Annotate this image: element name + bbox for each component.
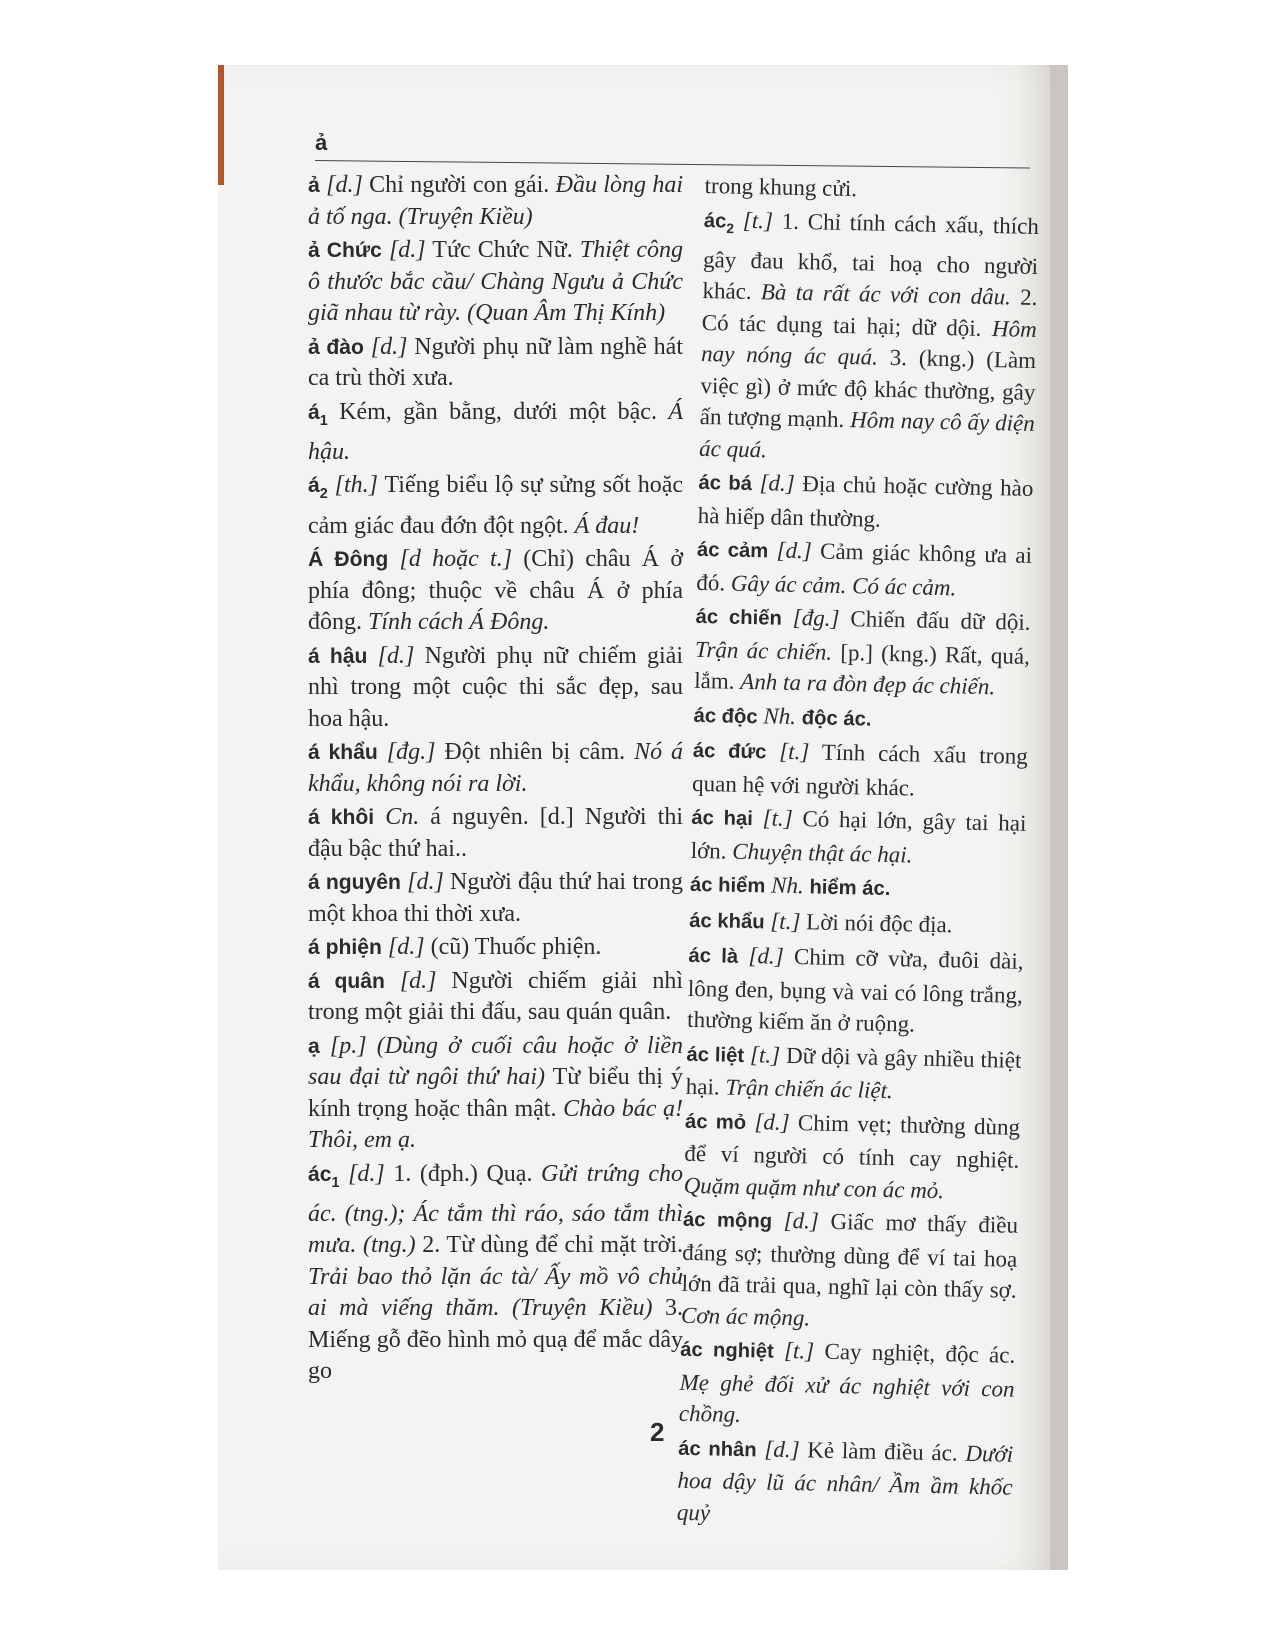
entry-example: Dưới hoa dậy lũ ác nhân/ Ầm ầm khốc quỷ bbox=[676, 1440, 1014, 1525]
entry-definition: Dữ dội và gây nhiều thiệt hại. bbox=[685, 1042, 1022, 1100]
entry-homonym-number: 1 bbox=[319, 412, 328, 429]
entry-definition: 3. (kng.) (Làm việc gì) ở mức độ khác thường, gây ấn tượng mạnh. bbox=[699, 344, 1037, 433]
entry-headword: ác chiến bbox=[695, 605, 783, 630]
entry-definition: Người phụ nữ làm nghề hát ca trù thời xưa. bbox=[308, 333, 683, 391]
entry-headword: Á Đông bbox=[308, 548, 389, 572]
dictionary-entry bbox=[308, 170, 683, 233]
entry-headword: á phiện bbox=[308, 936, 382, 960]
entry-headword: á hậu bbox=[308, 644, 368, 668]
entry-cross-reference: hiểm ác. bbox=[809, 876, 891, 901]
entry-grammar-label: [d.] bbox=[759, 470, 796, 497]
entry-headword: ác bá bbox=[698, 472, 753, 496]
dictionary-entry bbox=[681, 1203, 1019, 1338]
dictionary-entry bbox=[308, 737, 683, 800]
entry-grammar-label: [d.] bbox=[754, 1108, 790, 1135]
entry-definition: 1. Chỉ tính cách xấu, thích gây đau khổ, tai hoạ cho người khác. bbox=[702, 207, 1040, 305]
entry-headword: á bbox=[308, 400, 320, 424]
entry-headword: ác mộng bbox=[682, 1208, 773, 1233]
entry-headword: ả đào bbox=[308, 335, 364, 359]
entry-grammar-label: Cn. bbox=[385, 804, 420, 831]
entry-grammar-label: [d.] bbox=[407, 869, 444, 896]
entry-homonym-number: 1 bbox=[331, 1174, 340, 1191]
dictionary-entry bbox=[699, 203, 1039, 471]
entry-definition: Đột nhiên bị câm. bbox=[435, 739, 635, 766]
entry-grammar-label: [đg.] bbox=[792, 605, 840, 632]
entry-definition: Kẻ làm điều ác. bbox=[799, 1436, 966, 1466]
entry-grammar-label: [t.] bbox=[783, 1338, 815, 1364]
entry-headword: á quân bbox=[308, 969, 385, 993]
entry-definition: trong khung cửi. bbox=[704, 172, 858, 202]
dictionary-entry bbox=[308, 802, 683, 865]
entry-grammar-label: [d.] bbox=[326, 172, 363, 198]
dictionary-entry bbox=[679, 1333, 1016, 1436]
entry-example: Hôm nay cô ấy diện ác quá. bbox=[698, 407, 1036, 462]
entry-headword: ác mỏ bbox=[684, 1110, 747, 1134]
dictionary-entry bbox=[677, 1431, 1014, 1534]
entry-definition: Từ biểu thị ý kính trọng hoặc thân mật. bbox=[308, 1064, 684, 1122]
entry-definition: 3. Miếng gỗ đẽo hình mỏ quạ để mắc dây go bbox=[308, 1295, 684, 1385]
entry-example: Nó á khẩu, không nói ra lời. bbox=[308, 739, 684, 797]
entry-definition: Tiếng biểu lộ sự sửng sốt hoặc cảm giác đau đớn đột ngột. bbox=[308, 472, 684, 539]
entry-headword: á nguyên bbox=[308, 871, 401, 895]
entry-grammar-label: Nh. bbox=[770, 872, 804, 899]
dictionary-entry bbox=[308, 235, 683, 330]
entry-definition: Lời nói độc địa. bbox=[800, 908, 953, 937]
left-column bbox=[308, 170, 683, 1390]
dictionary-entry bbox=[704, 170, 1040, 209]
dictionary-entry bbox=[308, 932, 683, 964]
entry-definition: Người chiếm giải nhì trong một giải thi đấu, sau quán quân. bbox=[308, 967, 684, 1026]
dictionary-entry bbox=[689, 903, 1025, 944]
entry-headword: ác hại bbox=[691, 806, 754, 831]
dictionary-entry bbox=[687, 939, 1024, 1042]
dictionary-entry bbox=[308, 641, 683, 736]
entry-example: Quặm quặm như con ác mỏ. bbox=[683, 1172, 945, 1203]
entry-grammar-label: [d.] bbox=[399, 967, 437, 994]
entry-grammar-label: Nh. bbox=[763, 702, 797, 729]
entry-headword: ác độc bbox=[693, 704, 758, 728]
entry-example: Hôm nay nóng ác quá. bbox=[700, 315, 1038, 370]
entry-headword: ác liệt bbox=[686, 1043, 745, 1067]
entry-grammar-label: [d.] bbox=[387, 934, 425, 961]
entry-definition: Tức Chức Nữ. bbox=[425, 237, 580, 263]
entry-definition: Chim cỡ vừa, đuôi dài, lông đen, bụng và vai có lông trắng, thường kiếm ăn ở ruộng. bbox=[686, 943, 1024, 1037]
entry-example: Gây ác cảm. Có ác cảm. bbox=[730, 570, 957, 600]
entry-definition: Chiến đấu dữ dội. bbox=[839, 606, 1031, 636]
entry-headword: ả bbox=[308, 174, 320, 197]
entry-example: Á hậu. bbox=[308, 398, 683, 465]
entry-grammar-label: [d.] bbox=[388, 237, 426, 263]
entry-example: Đầu lòng hai ả tố nga. (Truyện Kiều) bbox=[308, 172, 683, 230]
entry-grammar-label: [t.] bbox=[770, 908, 801, 934]
entry-example: Tính cách Á Đông. bbox=[368, 609, 550, 636]
dictionary-entry bbox=[697, 466, 1033, 538]
entry-definition: Chỉ người con gái. bbox=[362, 172, 556, 198]
dictionary-entry bbox=[308, 867, 683, 930]
entry-cross-reference: độc ác. bbox=[801, 706, 872, 731]
entry-grammar-label: [d.] bbox=[748, 943, 784, 969]
entry-grammar-label: [d.] bbox=[764, 1436, 800, 1462]
entry-definition: Cảm giác không ưa ai đó. bbox=[696, 538, 1033, 596]
entry-example: Trận chiến ác liệt. bbox=[725, 1074, 894, 1104]
entry-grammar-label: [d.] bbox=[377, 642, 415, 669]
entry-grammar-label: [đg.] bbox=[386, 739, 436, 766]
entry-grammar-label: [t.] bbox=[779, 738, 810, 765]
dictionary-entry bbox=[693, 698, 1029, 739]
entry-grammar-label: [th.] bbox=[334, 472, 379, 499]
book-edge bbox=[218, 65, 224, 185]
entry-headword: ác nghiệt bbox=[680, 1338, 774, 1363]
entry-example: Á đau! bbox=[574, 512, 640, 539]
entry-definition: Có hại lớn, gây tai hại lớn. bbox=[690, 806, 1027, 864]
dictionary-entry bbox=[683, 1104, 1020, 1207]
dictionary-entry bbox=[308, 332, 683, 395]
entry-headword: ả Chức bbox=[308, 239, 382, 262]
entry-example: Gửi trứng cho ác. (tng.); Ác tắm thì ráo, sáo tắm thì mưa. (tng.) bbox=[308, 1160, 684, 1259]
entry-headword: ác khẩu bbox=[689, 909, 765, 934]
entry-definition: Kém, gần bằng, dưới một bậc. bbox=[327, 398, 669, 425]
entry-grammar-label: [d.] bbox=[370, 333, 408, 360]
entry-grammar-label: [d hoặc t.] bbox=[399, 546, 513, 573]
dictionary-entry bbox=[308, 470, 683, 542]
entry-example: Thiệt công ô thước bắc cầu/ Chàng Ngưu ả Chức giã nhau từ rày. (Quan Âm Thị Kính) bbox=[308, 237, 683, 326]
entry-definition: (cũ) Thuốc phiện. bbox=[424, 934, 602, 961]
entry-example: Chào bác ạ! Thôi, em ạ. bbox=[308, 1095, 683, 1154]
entry-definition: 2. Có tác dụng tai hại; dữ dội. bbox=[701, 284, 1038, 341]
entry-definition: Giấc mơ thấy điều đáng sợ; thường dùng để ví tai hoạ lớn đã trải qua, nghĩ lại còn thấy sợ. bbox=[681, 1208, 1019, 1303]
entry-headword: á khẩu bbox=[308, 741, 378, 765]
entry-definition: Cay nghiệt, độc ác. bbox=[813, 1338, 1016, 1368]
entry-definition: á nguyên. [d.] Người thi đậu bậc thứ hai.. bbox=[308, 804, 683, 862]
entry-headword: á bbox=[308, 474, 320, 498]
entry-definition: Địa chủ hoặc cường hào hà hiếp dân thường. bbox=[697, 471, 1034, 532]
entry-definition: 2. Từ dùng để chỉ mặt trời. bbox=[415, 1232, 684, 1259]
entry-headword: ác hiểm bbox=[689, 873, 766, 898]
entry-example: Chuyện thật ác hại. bbox=[732, 838, 913, 868]
dictionary-entry bbox=[692, 734, 1028, 806]
entry-headword: ác đức bbox=[692, 739, 767, 764]
dictionary-entry bbox=[308, 1031, 683, 1157]
right-column bbox=[677, 170, 1040, 1537]
entry-grammar-label: [d.] bbox=[348, 1160, 385, 1187]
entry-headword: ác bbox=[308, 1162, 332, 1186]
entry-grammar-label: [t.] bbox=[749, 1041, 781, 1068]
entry-example: Bà ta rất ác với con dâu. bbox=[760, 279, 1012, 310]
entry-grammar-label: [d.] bbox=[776, 537, 813, 564]
entry-headword: á khôi bbox=[308, 806, 375, 830]
entry-headword: ạ bbox=[308, 1034, 320, 1058]
dictionary-entry bbox=[308, 397, 683, 469]
page-number: 2 bbox=[650, 1417, 665, 1447]
dictionary-entry bbox=[308, 544, 683, 639]
entry-definition: 1. (đph.) Quạ. bbox=[384, 1160, 542, 1187]
entry-example: Cơn ác mộng. bbox=[680, 1302, 811, 1331]
entry-definition: Người đậu thứ hai trong một khoa thi thời xưa. bbox=[308, 869, 683, 927]
entry-grammar-label: [t.] bbox=[742, 207, 774, 233]
entry-homonym-number: 2 bbox=[726, 220, 735, 236]
entry-example: Trận ác chiến. bbox=[694, 636, 833, 665]
dictionary-entry bbox=[694, 600, 1031, 703]
entry-headword: ác cảm bbox=[696, 539, 769, 563]
entry-headword: ác bbox=[703, 209, 727, 232]
dictionary-entry bbox=[690, 868, 1026, 909]
entry-example: Mẹ ghẻ đối xử ác nghiệt với con chồng. bbox=[678, 1369, 1015, 1428]
guide-word: ả bbox=[315, 130, 328, 155]
dictionary-entry bbox=[690, 801, 1026, 873]
dictionary-entry bbox=[685, 1037, 1021, 1109]
entry-definition: [p.] (kng.) Rất, quá, lắm. bbox=[694, 639, 1031, 694]
dictionary-entry bbox=[308, 966, 683, 1029]
entry-example: Trải bao thỏ lặn ác tà/ Ấy mồ vô chủ ai mà viếng thăm. (Truyện Kiều) bbox=[308, 1263, 683, 1322]
dictionary-entry bbox=[308, 1159, 683, 1388]
entry-headword: ác là bbox=[688, 944, 739, 968]
entry-grammar-label: [d.] bbox=[783, 1207, 820, 1234]
entry-headword: ác nhân bbox=[677, 1437, 757, 1461]
entry-definition: Tính cách xấu trong quan hệ với người khác. bbox=[691, 739, 1029, 801]
dictionary-entry bbox=[696, 533, 1032, 605]
entry-grammar-label: [t.] bbox=[762, 805, 793, 832]
entry-homonym-number: 2 bbox=[319, 486, 328, 503]
entry-definition: Người phụ nữ chiếm giải nhì trong một cuộc thi sắc đẹp, sau hoa hậu. bbox=[308, 642, 684, 732]
entry-example: Anh ta ra đòn đẹp ác chiến. bbox=[740, 668, 996, 700]
entry-definition: Chim vẹt; thường dùng để ví người có tính cay nghiệt. bbox=[684, 1109, 1021, 1173]
entry-grammar-label: [p.] (Dùng ở cuối câu hoặc ở liền sau đại từ ngôi thứ hai) bbox=[308, 1032, 684, 1091]
entry-definition: (Chỉ) châu Á ở phía đông; thuộc về châu Á ở phía đông. bbox=[308, 546, 684, 636]
